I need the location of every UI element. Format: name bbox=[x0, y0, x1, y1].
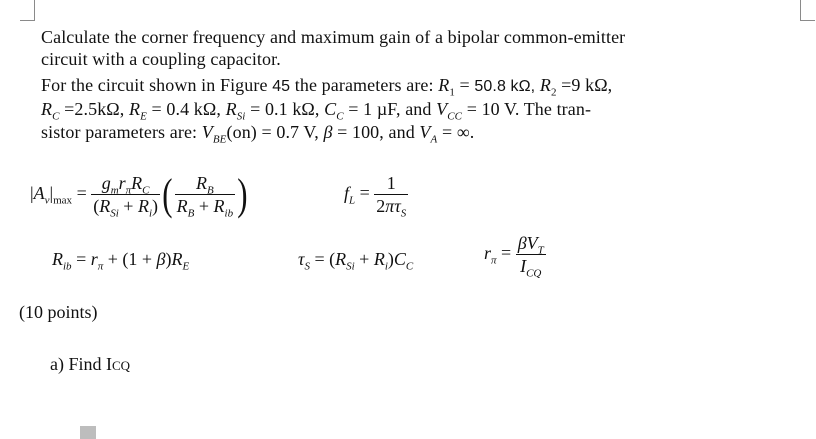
problem-line-2: circuit with a coupling capacitor. bbox=[41, 49, 281, 69]
crop-mark-top-right bbox=[800, 0, 815, 21]
vcc-value: 10 V. The tran- bbox=[481, 99, 592, 119]
r-pi-equation: $r_\pi$ = $\frac{\beta V_T}{I_{CQ}}$ bbox=[484, 233, 544, 280]
and-word: and bbox=[405, 99, 432, 119]
max-gain-equation: $|A_v|_{max}$ = $\frac{g_mr_\pi R_C}{(R_{Si} + R_i)}$ ( $\frac{R_B}{R_B + R_{ib}}$ ) bbox=[30, 169, 248, 220]
r1-symbol: $R_1$ = bbox=[438, 75, 470, 99]
va-value: ∞. bbox=[456, 122, 475, 142]
beta-symbol: β = bbox=[323, 122, 348, 142]
r2-value: 9 kΩ, bbox=[571, 75, 613, 95]
problem-line-5-prefix: sistor parameters are: bbox=[41, 122, 198, 142]
re-value: 0.4 kΩ, bbox=[166, 99, 221, 119]
va-symbol: $V_A$ = bbox=[419, 122, 453, 146]
rib-equation: $R_{ib} = r_\pi + (1 + \beta)R_E$ bbox=[52, 249, 190, 273]
vbe-value: 0.7 V, bbox=[276, 122, 319, 142]
and-word-2: and bbox=[388, 122, 415, 142]
rc-value: 2.5kΩ, bbox=[74, 99, 125, 119]
part-a-question bbox=[50, 353, 130, 377]
tau-s-equation: $\tau_S = (R_{Si} + R_i)C_C$ bbox=[298, 249, 414, 273]
figure-number: 45 bbox=[272, 78, 291, 95]
points-label: (10 points) bbox=[19, 302, 98, 322]
rsi-value: 0.1 kΩ, bbox=[264, 99, 320, 119]
part-a-subscript: CQ bbox=[112, 358, 131, 373]
vbe-symbol: $V_{BE}(on)$ = bbox=[201, 122, 272, 146]
rsi-symbol: $R_{Si}$ = bbox=[225, 99, 261, 123]
problem-line-1: Calculate the corner frequency and maximum gain of a bipolar common-emitter bbox=[41, 27, 626, 47]
problem-line-4 bbox=[41, 98, 592, 123]
rc-symbol: $R_C$ = bbox=[41, 99, 75, 123]
re-symbol: $R_E$ = bbox=[129, 99, 162, 123]
cc-value: 1 µF, bbox=[363, 99, 401, 119]
cc-symbol: $C_C$ = bbox=[324, 99, 359, 123]
cursor-block bbox=[80, 426, 96, 439]
problem-line-3-params: the parameters are: bbox=[294, 75, 434, 95]
r1-value: 50.8 kΩ, bbox=[474, 78, 536, 95]
part-a-label: a) Find I bbox=[50, 354, 112, 374]
vcc-symbol: $V_{CC}$ = bbox=[436, 99, 477, 123]
problem-line-3 bbox=[41, 74, 612, 98]
corner-frequency-equation: $f_L$ = $\frac{1}{2\pi\tau_S}$ bbox=[344, 173, 407, 220]
problem-line-3-prefix: For the circuit shown in Figure bbox=[41, 75, 268, 95]
r2-symbol: $R_2$ = bbox=[539, 75, 572, 99]
crop-mark-top-left bbox=[20, 0, 35, 21]
beta-value: 100, bbox=[351, 122, 384, 142]
problem-line-5 bbox=[41, 121, 475, 146]
